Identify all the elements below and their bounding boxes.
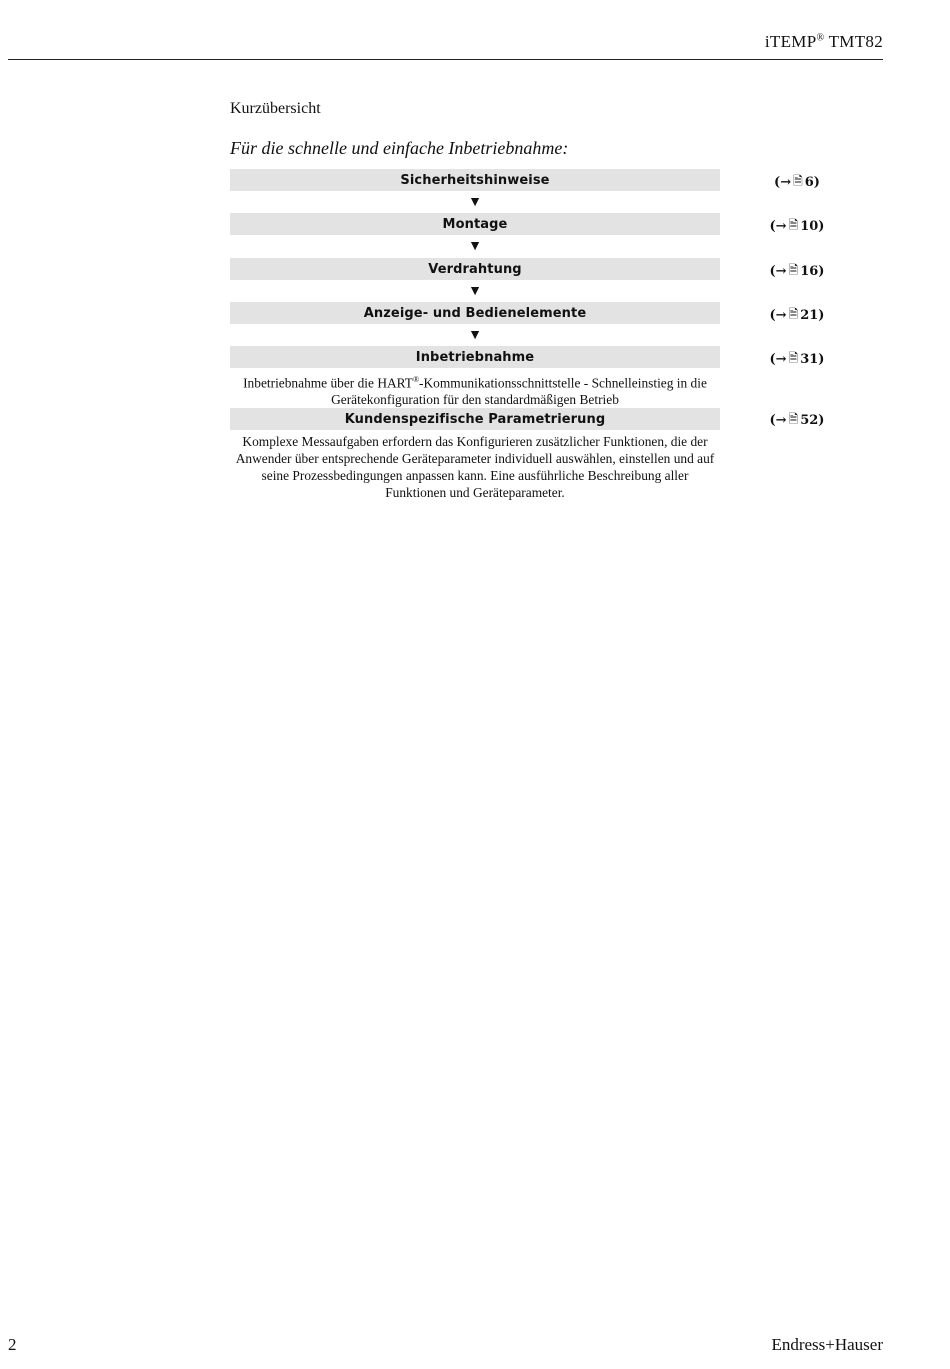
step-box-inbetriebnahme: Inbetriebnahme	[230, 346, 720, 368]
step-ref-verdrahtung[interactable]	[742, 260, 852, 282]
step-box-sicherheitshinweise: Sicherheitshinweise	[230, 169, 720, 191]
ref-prefix: (→	[774, 174, 792, 190]
ref-prefix: (→	[769, 351, 787, 367]
step-ref-sicherheitshinweise[interactable]	[742, 171, 852, 193]
ref-page: 31)	[800, 351, 825, 367]
page-icon: 🗎	[788, 217, 799, 232]
header-title	[765, 32, 883, 52]
down-arrow-icon: ▼	[468, 239, 482, 254]
page-number: 2	[8, 1335, 17, 1354]
page-icon: 🗎	[788, 411, 799, 426]
down-arrow-icon: ▼	[468, 328, 482, 343]
step-box-montage: Montage	[230, 213, 720, 235]
ref-prefix: (→	[769, 412, 787, 428]
ref-page: 21)	[800, 307, 825, 323]
ref-page: 16)	[800, 263, 825, 279]
step-box-verdrahtung: Verdrahtung	[230, 258, 720, 280]
intro-text: Für die schnelle und einfache Inbetriebnahme:	[230, 138, 569, 158]
page-icon: 🗎	[788, 262, 799, 277]
desc-text: -Kommunikationsschnittstelle - Schnelleinstieg in die Gerätekonfiguration für den standardmäßigen Betrieb	[331, 375, 707, 408]
step-box-kundenspezifische-parametrierung: Kundenspezifische Parametrierung	[230, 408, 720, 430]
step-ref-montage[interactable]	[742, 215, 852, 237]
section-title: Kurzübersicht	[230, 100, 321, 117]
header-model: TMT82	[828, 32, 883, 51]
down-arrow-icon: ▼	[468, 284, 482, 299]
ref-page: 52)	[800, 412, 825, 428]
ref-prefix: (→	[769, 218, 787, 234]
page-icon: 🗎	[793, 173, 803, 188]
page-icon: 🗎	[788, 306, 799, 321]
page-icon: 🗎	[788, 350, 799, 365]
ref-prefix: (→	[769, 307, 787, 323]
registered-mark: ®	[816, 32, 825, 44]
ref-page: 10)	[800, 218, 825, 234]
header-product: iTEMP	[764, 32, 817, 51]
step-description-inbetriebnahme	[230, 371, 720, 408]
step-box-anzeige-bedienelemente: Anzeige- und Bedienelemente	[230, 302, 720, 324]
step-ref-kundenspezifische-parametrierung[interactable]	[742, 409, 852, 431]
ref-prefix: (→	[769, 263, 787, 279]
desc-text: Inbetriebnahme über die HART	[243, 375, 413, 391]
step-ref-inbetriebnahme[interactable]	[742, 348, 852, 370]
header-rule	[8, 59, 883, 60]
footer-brand: Endress+Hauser	[771, 1335, 883, 1354]
step-description-kundenspezifische-parametrierung: Komplexe Messaufgaben erfordern das Konfigurieren zusätzlicher Funktionen, die der Anwender über entsprechende Geräteparameter individuell auswählen, einstellen und auf seine Prozessbedingungen anpassen kann. Eine ausführliche Beschreibung aller Funktionen und Geräteparameter.	[235, 434, 715, 500]
registered-mark: ®	[412, 375, 420, 384]
step-ref-anzeige-bedienelemente[interactable]	[742, 304, 852, 326]
down-arrow-icon: ▼	[468, 195, 482, 210]
ref-page: 6)	[804, 174, 820, 190]
